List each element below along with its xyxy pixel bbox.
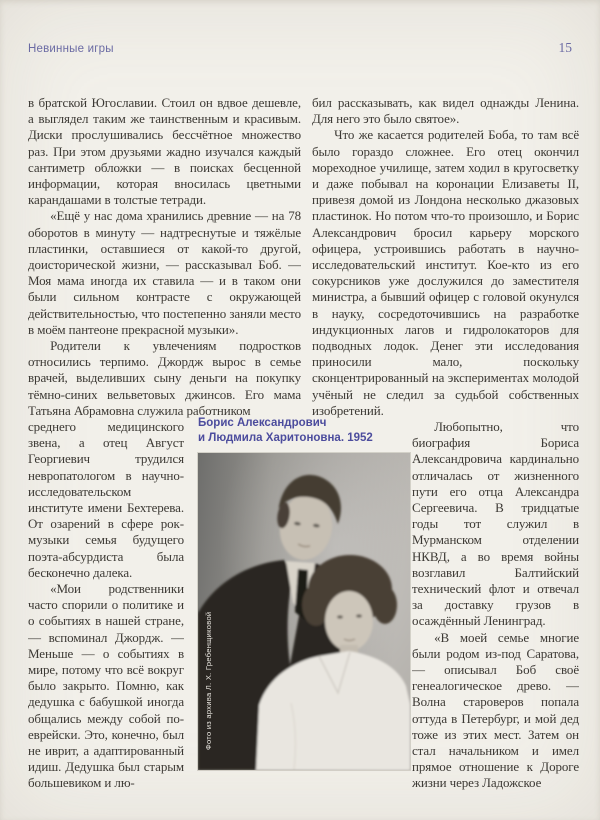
portrait-photo-illustration (198, 453, 410, 770)
left-column-lower (28, 419, 184, 793)
paragraph: «Ещё у нас дома хранились древние — на 78 оборотов в минуту — надтреснутые и тяжёлые пластинки, оставшиеся от какой-то другой, доисторической жизни, — рассказывал Боб. — Моя мама иногда их ставила — и в таком они были сильном контрасте с окружающей действительностью, что постепенно заняли место в моём пантеоне прекрасной музыки». (28, 208, 301, 337)
paragraph: среднего медицинского звена, а отец Август Георгиевич трудился невропатологом в научно-исследовательском институте имени Бехтерева. От озарений в сфере рок-музыки семья будущего поэта-абсурдиста была бесконечно далека. (28, 419, 184, 580)
photo-caption-line2: и Людмила Харитоновна. 1952 (198, 431, 373, 444)
right-column-upper (312, 95, 579, 421)
left-column-upper (28, 95, 301, 421)
paragraph: бил рассказывать, как видел однажды Ленина. Для него это было святое». (312, 95, 579, 127)
paragraph: «В моей семье многие были родом из-под Саратова, — описывал Боб своё генеалогическое древо. — Волна староверов попала оттуда в Петербург, и мой дед тоже из этих мест. Затем он стал начальником и имел прямое отношение к Дороге жизни через Ладожское (412, 629, 579, 791)
photo-credit: Фото из архива Л. Х. Гребенщиковой (204, 611, 213, 750)
photo-figure (198, 416, 410, 770)
paragraph: «Мои родственники часто спорили о политике и о событиях в нашей стране, — вспоминал Джордж. — Меньше — о событиях в мире, потому что всё вокруг было закрыто. Помню, как дедушка с бабушкой иногда общались между собой по-еврейски. Это, конечно, был не иврит, а адаптированный идиш. Дедушка был старым большевиком и лю- (28, 581, 184, 791)
running-header-title: Невинные игры (28, 43, 114, 55)
paragraph: Родители к увлечениям подростков относились терпимо. Джордж вырос в семье врачей, выделивших сыну деньги на покупку тёмно-синих вельветовых джинсов. Его мама Татьяна Абрамовна служила работником (28, 338, 301, 418)
paragraph: Любопытно, что биография Бориса Александровича кардинально отличалась от жизненного пути его отца Александра Сергеевича. В тридцатые годы тот служил в Мурманском отделении НКВД, а во время войны возглавил Балтийский технический флот и отвечал за доставку грузов в осаждённый Ленинград. (412, 419, 579, 629)
paragraph: Что же касается родителей Боба, то там всё было гораздо сложнее. Его отец окончил мореходное училище, затем ходил в кругосветку и даже побывал на коронации Елизаветы II, привезя домой из Лондона несколько джазовых пластинок. Но потом что-то произошло, и Борис Александрович бросил карьеру морского офицера, устроившись работать в научно-исследовательский институт. Кое-кто из его сокурсников уже дослужился до заместителя министра, а бывший офицер с головой окунулся в науку, сосредоточившись на разработке индукционных лагов и гидролокаторов для подводных лодок. Денег эти исследования приносили мало, поскольку сконцентрированный на экспериментах молодой учёный не следил за судьбой собственных изобретений. (312, 127, 579, 418)
page-number: 15 (558, 40, 572, 55)
paragraph: в братской Югославии. Стоил он вдвое дешевле, а выглядел таким же таинственным и красивым. Диски прослушивались бессчётное множество раз. При этом друзьями жадно изучался каждый сантиметр обложки — в поисках бесценной информации, которая вносилась цветными карандашами в толстые тетради. (28, 95, 301, 208)
photo-caption (198, 416, 410, 445)
photo-caption-line1: Борис Александрович (198, 417, 327, 429)
right-column-lower (412, 419, 579, 793)
running-head (28, 40, 572, 56)
portrait-photo (198, 453, 410, 770)
